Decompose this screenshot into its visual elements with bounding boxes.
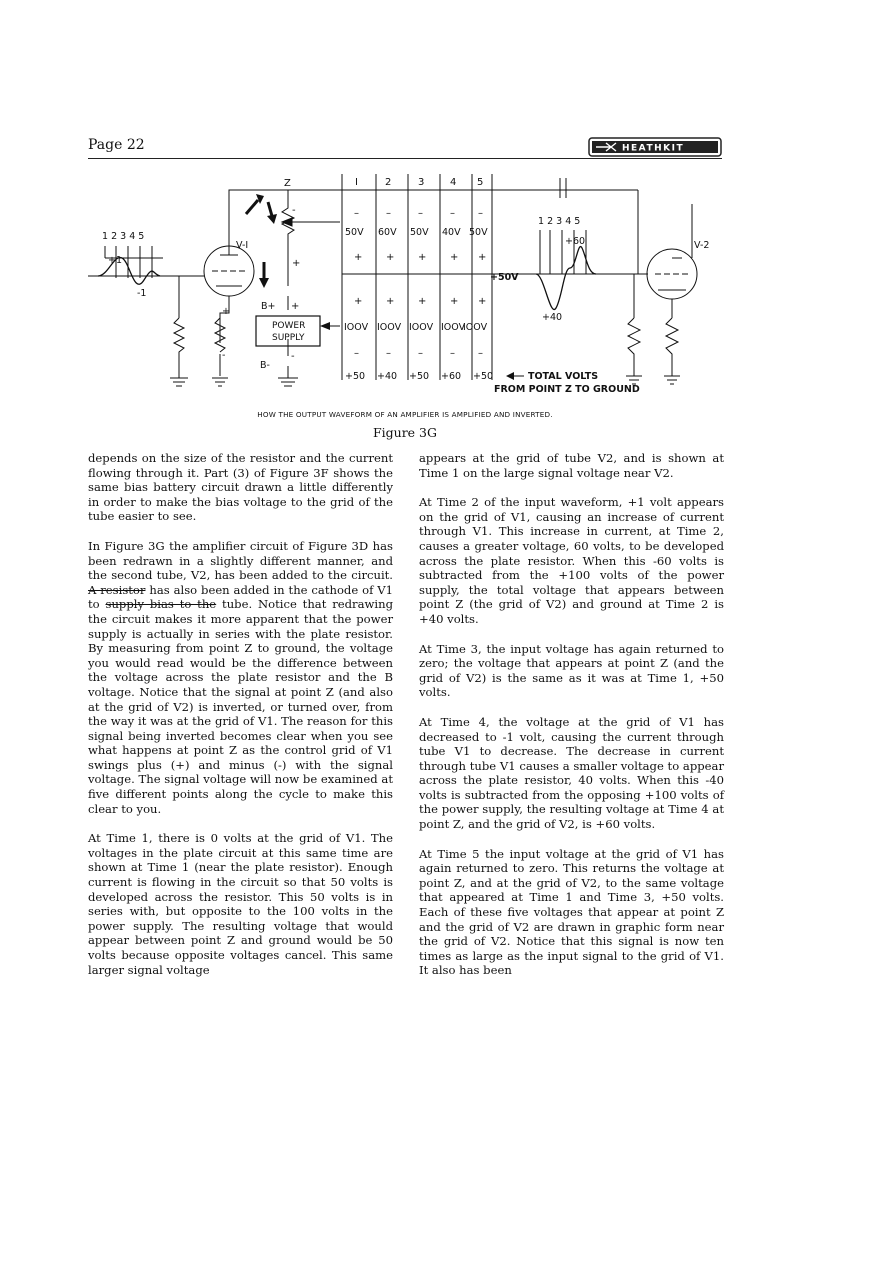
- svg-text:–: –: [478, 348, 483, 359]
- svg-text:+: +: [354, 296, 363, 307]
- left-column: [88, 451, 393, 992]
- svg-text:-: -: [222, 350, 226, 361]
- svg-text:–: –: [450, 208, 455, 219]
- svg-text:–: –: [478, 208, 483, 219]
- svg-text:+50: +50: [409, 371, 430, 382]
- svg-text:–: –: [418, 348, 423, 359]
- svg-text:40V: 40V: [442, 227, 461, 238]
- svg-text:+60: +60: [565, 236, 586, 247]
- svg-text:5: 5: [477, 177, 484, 188]
- svg-text:+: +: [450, 296, 459, 307]
- svg-text:+: +: [291, 301, 300, 312]
- paragraph: In Figure 3G the amplifier circuit of Figure 3D has been redrawn in a slightly different manner, and the second tube, V2, has been added to the circuit. A resistor has also been added in the cathode of V1 to supply bias to the tube. Notice that redrawing the circuit makes it more apparent that the power supply is actually in series with the plate resistor. By measuring from point Z to ground, the voltage you would read would be the difference between the voltage across the plate resistor and the B voltage. Notice that the signal at point Z (and also at the grid of V2) is inverted, or turned over, from the way it was at the grid of V1. The reason for this signal being inverted becomes clear when you see what happens at point Z as the control grid of V1 swings plus (+) and minus (-) with the signal voltage. The signal voltage will now be examined at five different points along the cycle to make this clear to you.: [88, 538, 394, 816]
- svg-text:–: –: [450, 348, 455, 359]
- svg-text:+: +: [418, 252, 427, 263]
- figure-title: Figure 3G: [372, 425, 437, 440]
- svg-text:+40: +40: [542, 312, 563, 323]
- svg-text:IOOV: IOOV: [377, 322, 402, 333]
- svg-text:50V: 50V: [469, 227, 488, 238]
- svg-text:IOOV: IOOV: [463, 322, 488, 333]
- svg-text:SUPPLY: SUPPLY: [272, 333, 305, 343]
- svg-text:IOOV: IOOV: [441, 322, 466, 333]
- svg-text:–: –: [354, 208, 359, 219]
- svg-text:3: 3: [418, 177, 425, 188]
- svg-text:+1: +1: [108, 255, 123, 266]
- svg-text:V-2: V-2: [694, 240, 710, 251]
- svg-text:-: -: [291, 351, 295, 362]
- paragraph: At Time 3, the input voltage has again returned to zero; the voltage that appears at point Z (and the grid of V2) is the same as it was at Time 1, +50 volts.: [419, 641, 724, 700]
- paragraph: At Time 1, there is 0 volts at the grid of V1. The voltages in the plate circuit at this same time are shown at Time 1 (near the plate resistor). Enough current is flowing in the circuit so that 50 volts is developed across the resistor. This 50 volts is in series with, but opposite to the 100 volts in the power supply. The resulting voltage that would appear between point Z and ground would be 50 volts because opposite voltages cancel. This same larger signal voltage: [88, 831, 393, 977]
- svg-text:4: 4: [450, 177, 457, 188]
- svg-text:V-I: V-I: [236, 240, 249, 251]
- svg-text:+: +: [386, 252, 395, 263]
- svg-text:+: +: [292, 258, 301, 269]
- svg-text:Z: Z: [284, 178, 291, 189]
- svg-text:–: –: [386, 348, 391, 359]
- svg-text:60V: 60V: [378, 227, 397, 238]
- header-rule: [88, 158, 722, 159]
- svg-text:–: –: [386, 208, 391, 219]
- output-waveform: [528, 178, 648, 323]
- svg-text:IOOV: IOOV: [409, 322, 434, 333]
- tube-v2: [626, 204, 709, 384]
- svg-text:+: +: [386, 296, 395, 307]
- input-waveform: [88, 231, 204, 299]
- power-supply-box: [256, 316, 340, 346]
- svg-text:1 2 3 4 5: 1 2 3 4 5: [538, 216, 581, 227]
- svg-text:POWER: POWER: [272, 321, 306, 331]
- svg-text:50V: 50V: [345, 227, 364, 238]
- svg-text:B+: B+: [261, 301, 276, 312]
- svg-text:+: +: [478, 296, 487, 307]
- paragraph: At Time 5 the input voltage at the grid of V1 has again returned to zero. This returns the voltage at point Z, and at the grid of V2, to the same voltage that appeared at Time 1 and Time 3, +50 volts. Each of these five voltages that appear at point Z and the grid of V2 are drawn in graphic form near the grid of V2. Notice that this signal is now ten times as large as the input signal to the grid of V1. It also has been: [419, 846, 724, 978]
- brand-text: HEATHKIT: [622, 143, 685, 154]
- svg-text:B-: B-: [260, 360, 270, 371]
- svg-text:+40: +40: [377, 371, 398, 382]
- voltage-table: [342, 174, 640, 395]
- svg-text:2: 2: [385, 177, 392, 188]
- svg-text:TOTAL VOLTS: TOTAL VOLTS: [528, 371, 599, 382]
- svg-text:IOOV: IOOV: [344, 322, 369, 333]
- svg-text:+: +: [450, 252, 459, 263]
- svg-text:+50V: +50V: [490, 272, 519, 283]
- right-column: [419, 451, 724, 993]
- svg-text:+50: +50: [473, 371, 494, 382]
- svg-text:+: +: [478, 252, 487, 263]
- paragraph: depends on the size of the resistor and the current flowing through it. Part (3) of Figure 3F shows the same bias battery circuit drawn a little differently in order to make the bias voltage to the grid of the tube easier to see.: [88, 451, 393, 524]
- paragraph: At Time 4, the voltage at the grid of V1 has decreased to -1 volt, causing the current through tube V1 to decrease. The decrease in current through tube V1 causes a smaller voltage to appear across the plate resistor, 40 volts. When this -40 volts is subtracted from the opposing +100 volts of the power supply, the resulting voltage at Time 4 at point Z, and the grid of V2, is +60 volts.: [419, 714, 724, 832]
- svg-text:+: +: [418, 296, 427, 307]
- svg-text:1 2 3 4 5: 1 2 3 4 5: [102, 231, 145, 242]
- grid-resistor-v1: [170, 276, 188, 386]
- heathkit-logo: [588, 137, 722, 157]
- svg-text:+60: +60: [441, 371, 462, 382]
- svg-text:50V: 50V: [410, 227, 429, 238]
- svg-text:FROM POINT Z TO GROUND: FROM POINT Z TO GROUND: [494, 384, 640, 395]
- svg-text:-: -: [292, 205, 296, 216]
- svg-text:I: I: [355, 177, 358, 188]
- paragraph: appears at the grid of tube V2, and is shown at Time 1 on the large signal voltage near V2.: [419, 451, 724, 480]
- svg-text:+: +: [222, 306, 230, 317]
- plate-circuit: [246, 178, 638, 386]
- svg-text:-1: -1: [137, 288, 147, 299]
- page-number: Page 22: [88, 137, 145, 153]
- figure-caption: HOW THE OUTPUT WAVEFORM OF AN AMPLIFIER IS AMPLIFIED AND INVERTED.: [257, 410, 553, 419]
- svg-text:+: +: [354, 252, 363, 263]
- paragraph: At Time 2 of the input waveform, +1 volt appears on the grid of V1, causing an increase of current through V1. This increase in current, at Time 2, causes a greater voltage, 60 volts, to be developed across the plate resistor. When this -60 volts is subtracted from the +100 volts of the power supply, the total voltage that appears between point Z (the grid of V2) and ground at Time 2 is +40 volts.: [419, 495, 724, 626]
- svg-text:–: –: [418, 208, 423, 219]
- svg-text:+50: +50: [345, 371, 366, 382]
- amplifier-diagram: [88, 168, 728, 403]
- svg-text:–: –: [354, 348, 359, 359]
